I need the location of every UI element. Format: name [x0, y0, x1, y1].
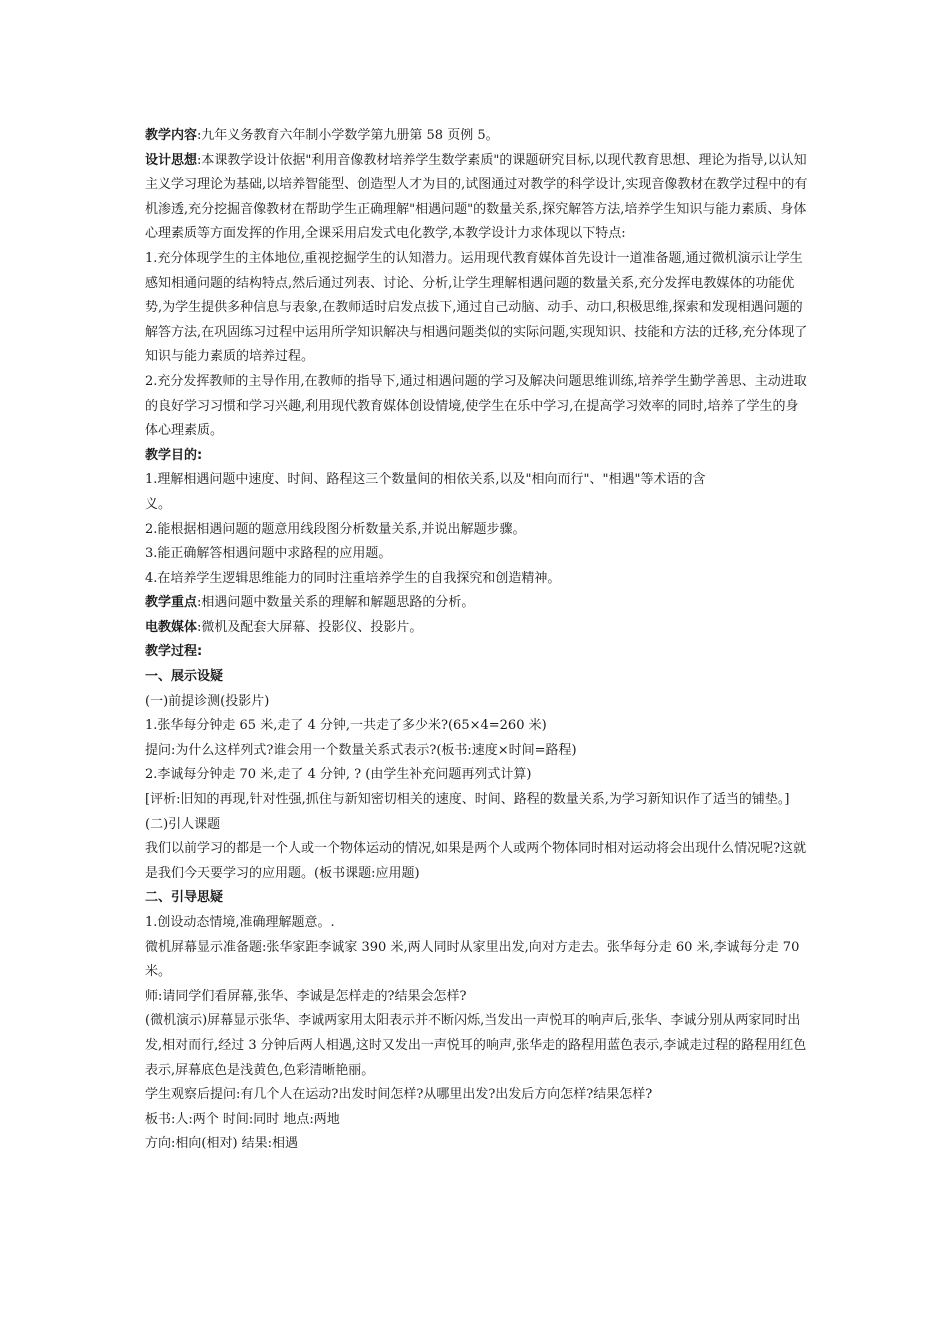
design-idea-paragraph: [145, 149, 810, 247]
goal-1: 1.理解相遇问题中速度、时间、路程这三个数量间的相依关系,以及"相向而行"、"相遇"等术语的含: [145, 472, 706, 488]
section-2-title: 二、引导思疑: [145, 890, 224, 906]
media-text: :微机及配套大屏幕、投影仪、投影片。: [197, 619, 423, 635]
intro-paragraph: 我们以前学习的都是一个人或一个物体运动的情况,如果是两个人或两个物体同时相对运动将会出现什么情况呢?这就是我们今天要学习的应用题。(板书课题:应用题): [145, 841, 807, 881]
teaching-content-label: 教学内容: [145, 128, 198, 143]
section-1-title: 一、展示设疑: [145, 669, 224, 685]
question-1: 1.张华每分钟走 65 米,走了 4 分钟,一共走了多少米?(65×4=260 米): [145, 718, 547, 734]
comment-paragraph: [评析:旧知的再现,针对性强,抓住与新知密切相关的速度、时间、路程的数量关系,为学习新知识作了适当的铺垫。]: [145, 792, 790, 808]
teaching-process-heading: 教学过程:: [145, 644, 203, 660]
step-1: 1.创设动态情境,准确理解题意。.: [145, 915, 335, 930]
design-idea-label: 设计思想: [145, 152, 198, 168]
goal-1-continued: 义。: [145, 496, 172, 512]
media-paragraph: [145, 616, 810, 641]
observe-paragraph: 学生观察后提问:有几个人在运动?出发时间怎样?从哪里出发?出发后方向怎样?结果怎样?: [145, 1087, 653, 1103]
document-body: [145, 124, 810, 1157]
teaching-focus-paragraph: [145, 591, 810, 616]
question-1-ask: 提问:为什么这样列式?谁会用一个数量关系式表示?(板书:速度×时间=路程): [145, 742, 577, 758]
board-line-2: 方向:相向(相对) 结果:相遇: [145, 1136, 299, 1152]
demo-paragraph: (微机演示)屏幕显示张华、李诚两家用太阳表示并不断闪烁,当发出一声悦耳的响声后,张华、李诚分别从两家同时出发,相对而行,经过 3 分钟后两人相遇,这时又发出一声悦耳的响声,张华走的路程用蓝色表示,李诚走过程的路程用红色表示,屏幕底色是浅黄色,色彩清晰艳丽。: [145, 1013, 807, 1078]
goal-4: 4.在培养学生逻辑思维能力的同时注重培养学生的自我探究和创造精神。: [145, 570, 561, 586]
goal-3: 3.能正确解答相遇问题中求路程的应用题。: [145, 546, 392, 562]
section-1-subtitle-2: (二)引人课题: [145, 816, 221, 832]
feature-2: 2.充分发挥教师的主导作用,在教师的指导下,通过相遇问题的学习及解决问题思维训练,培养学生勤学善思、主动进取的良好学习习惯和学习兴趣,利用现代教育媒体创设情境,使学生在乐中学习,在提高学习效率的同时,培养了学生的身体心理素质。: [145, 373, 807, 439]
media-label: 电教媒体: [145, 619, 198, 635]
board-line-1: 板书:人:两个 时间:同时 地点:两地: [145, 1111, 340, 1127]
teaching-content-paragraph: [145, 124, 810, 149]
teaching-goals-heading: 教学目的:: [145, 447, 203, 463]
teacher-question: 师:请同学们看屏幕,张华、李诚是怎样走的?结果会怎样?: [145, 988, 467, 1004]
screen-problem-paragraph: 微机屏幕显示准备题:张华家距李诚家 390 米,两人同时从家里出发,向对方走去。张华每分走 60 米,李诚每分走 70 米。: [145, 939, 800, 980]
teaching-content-text: :九年义务教育六年制小学数学第九册第 58 页例 5。: [197, 128, 499, 143]
teaching-focus-label: 教学重点: [145, 595, 198, 611]
teaching-focus-text: :相遇问题中数量关系的理解和解题思路的分析。: [197, 595, 475, 611]
design-idea-text: :本课教学设计依据"利用音像教材培养学生数学素质"的课题研究目标,以现代教育思想、理论为指导,以认知主义学习理论为基础,以培养智能型、创造型人才为目的,试图通过对教学的科学设计,实现音像教材在教学过程中的有机渗透,充分挖掘音像教材在帮助学生正确理解"相遇问题"的数量关系,探究解答方法,培养学生知识与能力素质、身体心理素质等方面发挥的作用,全课采用启发式电化教学,本教学设计力求体现以下特点:: [145, 152, 808, 242]
question-2: 2.李诚每分钟走 70 米,走了 4 分钟, ? (由学生补充问题再列式计算): [145, 767, 532, 783]
goal-2: 2.能根据相遇问题的题意用线段图分析数量关系,并说出解题步骤。: [145, 521, 526, 537]
feature-1: 1.充分体现学生的主体地位,重视挖掘学生的认知潜力。运用现代教育媒体首先设计一道准备题,通过微机演示让学生感知相通问题的结构特点,然后通过列表、讨论、分析,让学生理解相遇问题的数量关系,充分发挥电教媒体的功能优势,为学生提供多种信息与表象,在教师适时启发点拔下,通过自己动脑、动手、动口,积极思维,探索和发现相遇问题的解答方法,在巩固练习过程中运用所学知识解决与相遇问题类似的实际问题,实现知识、技能和方法的迁移,充分体现了知识与能力素质的培养过程。: [145, 250, 808, 365]
section-1-subtitle-1: (一)前提诊测(投影片): [145, 693, 270, 709]
